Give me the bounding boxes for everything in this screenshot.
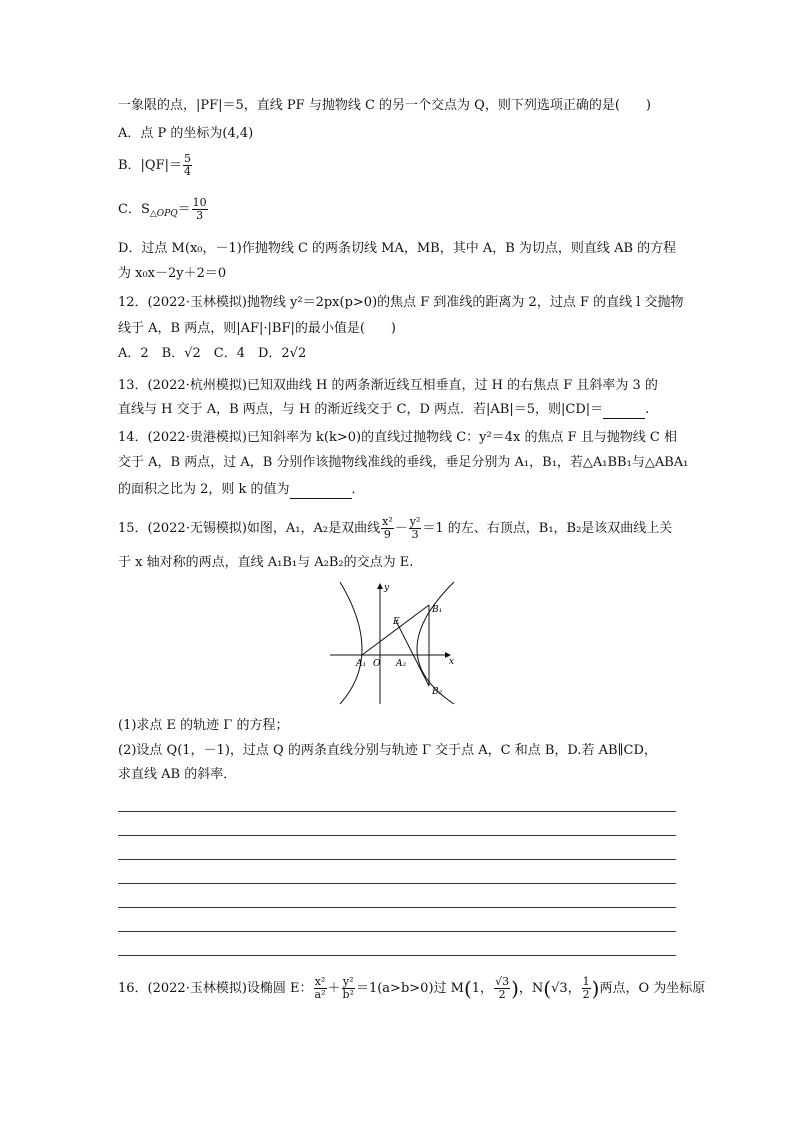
q11-option-a: A．点 P 的坐标为(4,4) — [118, 126, 254, 141]
q11-option-c — [118, 197, 209, 222]
answer-line — [118, 859, 676, 860]
q14-line3-text: 的面积之比为 2，则 k 的值为 — [118, 482, 290, 497]
fraction-numerator: 10 — [192, 196, 207, 209]
q16-plus: ＋ — [327, 981, 341, 996]
q15-fraction-y — [409, 516, 422, 541]
fraction-denominator: 2 — [498, 988, 506, 1001]
q15-hyperbola-figure — [326, 578, 466, 708]
q15-line1-prefix: 15．(2022·无锡模拟)如图，A₁，A₂是双曲线 — [118, 521, 381, 536]
q13-end: . — [645, 402, 650, 417]
fraction-numerator: y² — [342, 975, 354, 988]
label-a1: A₁ — [356, 659, 367, 669]
q16-fraction-x — [314, 976, 327, 1001]
fraction-numerator: x² — [382, 515, 393, 528]
q15-line1-suffix: ＝1 的左、右顶点，B₁，B₂是该双曲线上关 — [422, 521, 673, 536]
q15-part2-line1: (2)设点 Q(1，－1)，过点 Q 的两条直线分别与轨迹 Γ 交于点 A，C 和点 B，D.若 AB∥CD， — [118, 743, 657, 758]
q11-option-c-fraction — [192, 197, 208, 222]
q11-stem-tail: 一象限的点，|PF|＝5，直线 PF 与抛物线 C 的另一个交点为 Q，则下列选项正确的是( ) — [118, 98, 651, 113]
fraction-denominator: 3 — [411, 528, 419, 541]
q15-part2-line2: 求直线 AB 的斜率． — [118, 767, 237, 782]
line-a1-b1 — [362, 605, 429, 655]
q11-option-d-line1: D．过点 M(x₀，－1)作抛物线 C 的两条切线 MA，MB，其中 A，B 为切点，则直线 AB 的方程 — [118, 241, 677, 256]
label-o: O — [373, 659, 381, 669]
q15-fraction-x — [381, 516, 394, 541]
label-y: y — [384, 583, 390, 593]
q15-line2: 于 x 轴对称的两点，直线 A₁B₁与 A₂B₂的交点为 E. — [118, 555, 414, 570]
q16-m-a: 1， — [471, 981, 494, 996]
q11-option-b-fraction — [183, 153, 192, 178]
fraction-denominator: 4 — [184, 165, 191, 178]
fraction-denominator: 2 — [582, 988, 590, 1001]
paren-open: ( — [543, 976, 552, 1001]
q11-option-d-line2: 为 x₀x－2y＋2＝0 — [118, 266, 227, 281]
answer-line — [118, 811, 676, 812]
fraction-denominator: 3 — [196, 209, 204, 222]
q13-line2 — [118, 402, 649, 419]
fraction-numerator: 1 — [582, 975, 590, 988]
label-a2: A₂ — [396, 659, 407, 669]
answer-blank — [290, 482, 352, 499]
paren-close: ) — [591, 976, 600, 1001]
fraction-numerator: √3 — [495, 975, 510, 988]
q12-options: A．2 B．√2 C．4 D．2√2 — [118, 346, 307, 361]
answer-blank — [603, 402, 645, 419]
q13-line2-text: 直线与 H 交于 A，B 两点，与 H 的渐近线交于 C，D 两点．若|AB|＝5，则|CD|＝ — [118, 402, 604, 417]
fraction-denominator: b² — [342, 988, 354, 1001]
q15-minus: － — [394, 521, 408, 536]
answer-line — [118, 835, 676, 836]
q13-line1: 13．(2022·杭州模拟)已知双曲线 H 的两条渐近线互相垂直，过 H 的右焦点 F 且斜率为 3 的 — [118, 378, 658, 393]
q14-line1: 14．(2022·贵港模拟)已知斜率为 k(k>0)的直线过抛物线 C：y²＝4x 的焦点 F 且与抛物线 C 相 — [118, 430, 677, 445]
q14-line3 — [118, 482, 365, 499]
q11-option-c-subscript: △OPQ — [149, 209, 178, 219]
label-b1: B₁ — [432, 605, 443, 615]
q16-m-fraction — [494, 976, 510, 1001]
q12-line2: 线于 A，B 两点，则|AF|·|BF|的最小值是( ) — [118, 321, 396, 336]
q16-fraction-y — [342, 976, 355, 1001]
hyperbola-right-branch — [417, 582, 454, 704]
q14-line2: 交于 A，B 两点，过 A，B 分别作该抛物线准线的垂线，垂足分别为 A₁，B₁，若△A₁BB₁与△ABA₁ — [118, 455, 689, 470]
q15-part1: (1)求点 E 的轨迹 Γ 的方程； — [118, 718, 289, 733]
q16-n-a: √3， — [551, 981, 581, 996]
q16-mid: ＝1(a>b>0)过 M — [355, 981, 464, 996]
q15-line1 — [118, 516, 672, 541]
line-a2-b2 — [396, 621, 429, 686]
q14-end: ． — [351, 482, 365, 497]
q16-prefix: 16．(2022·玉林模拟)设椭圆 E： — [118, 981, 313, 996]
q11-option-c-prefix: C．S — [118, 202, 150, 217]
q12-line1: 12．(2022·玉林模拟)抛物线 y²＝2px(p>0)的焦点 F 到准线的距离为 2，过点 F 的直线 l 交抛物 — [118, 295, 684, 310]
q11-option-b — [118, 153, 193, 178]
label-x: x — [449, 657, 455, 667]
fraction-numerator: y² — [409, 515, 421, 528]
fraction-denominator: a² — [314, 988, 326, 1001]
q16-line1 — [118, 976, 705, 1001]
paren-open: ( — [463, 976, 472, 1001]
q16-suffix: 两点，O 为坐标原 — [599, 981, 706, 996]
q11-option-b-prefix: B．|QF|＝ — [118, 158, 182, 173]
paren-close: ) — [511, 976, 519, 1001]
hyperbola-left-branch — [340, 582, 362, 704]
label-b2: B₂ — [432, 687, 443, 697]
fraction-denominator: 9 — [383, 528, 391, 541]
answer-line — [118, 931, 676, 932]
answer-line — [118, 907, 676, 908]
q11-option-c-eq: ＝ — [177, 202, 191, 217]
answer-line — [118, 955, 676, 956]
q16-n-prefix: ，N — [518, 981, 544, 996]
answer-line — [118, 883, 676, 884]
fraction-numerator: 5 — [184, 152, 191, 165]
q16-n-fraction — [582, 976, 591, 1001]
label-e: E — [393, 617, 400, 627]
fraction-numerator: x² — [314, 975, 326, 988]
